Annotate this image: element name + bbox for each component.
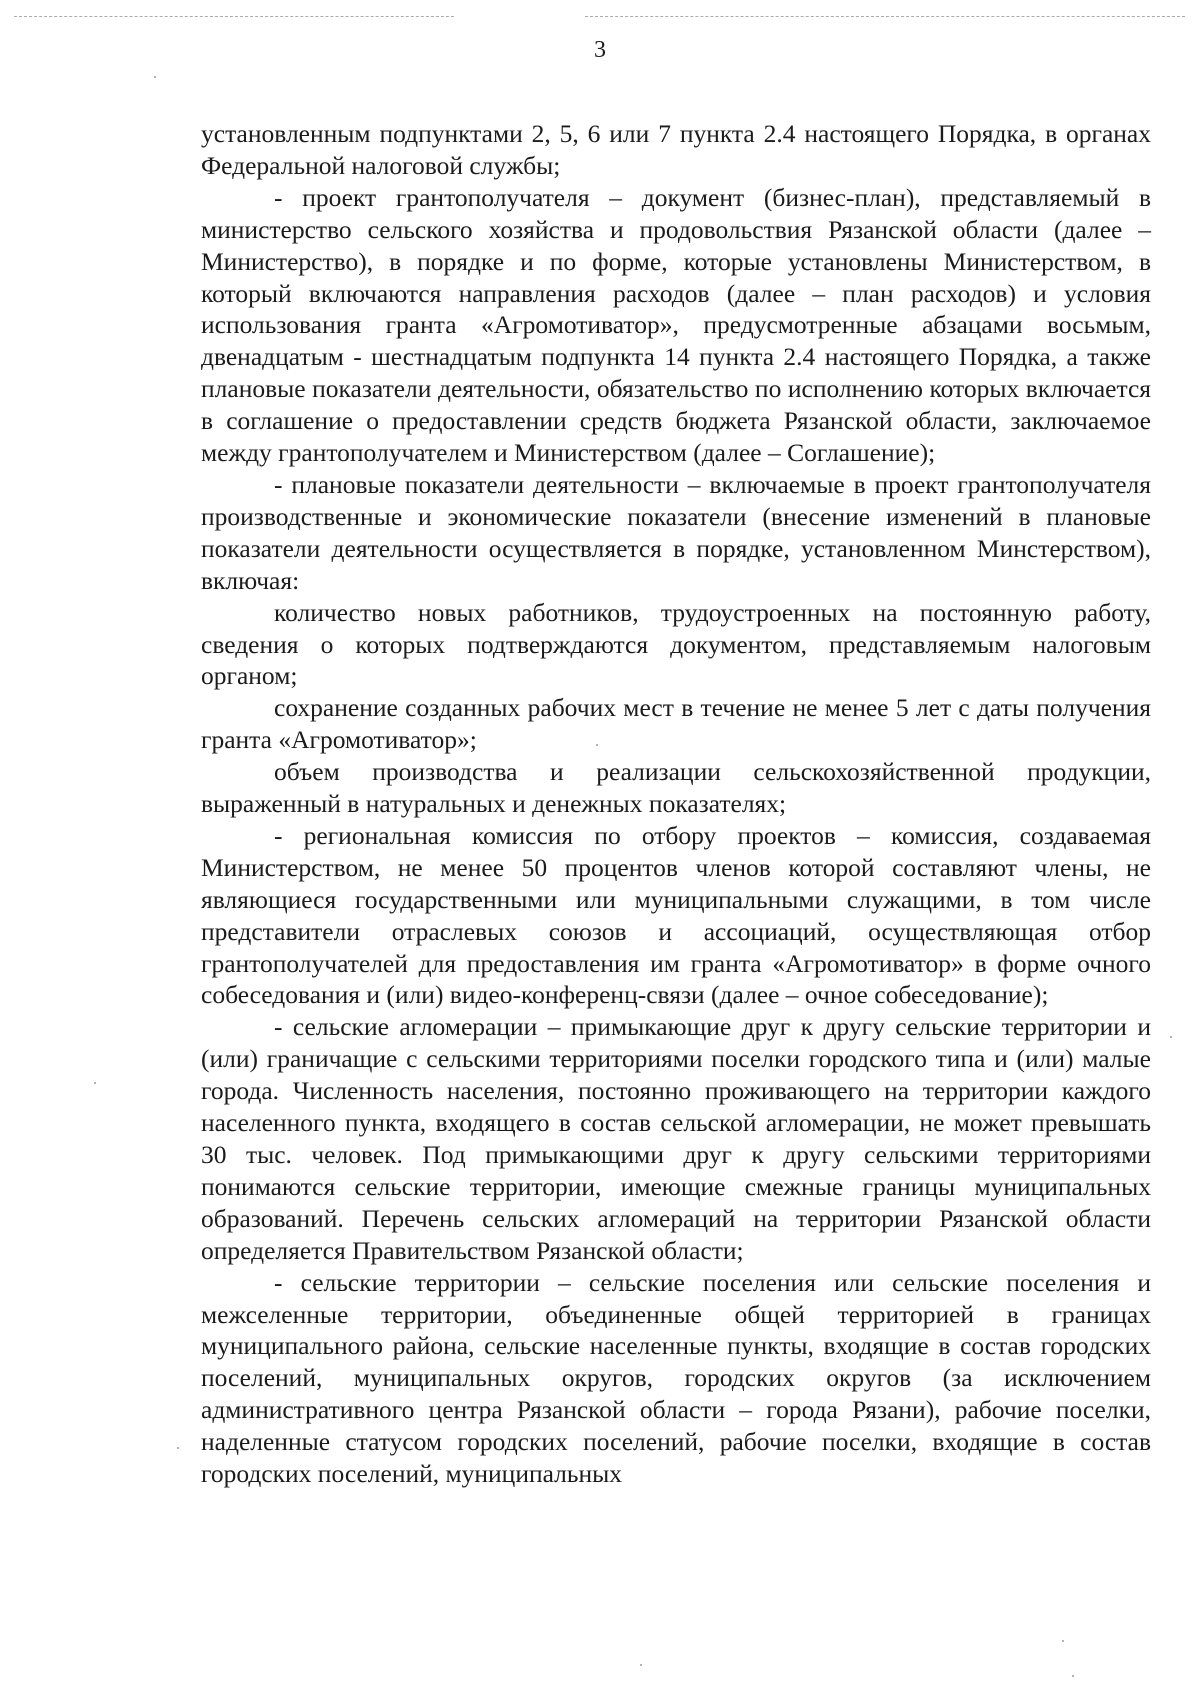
document-body — [201, 118, 1151, 1490]
page-number: 3 — [594, 37, 606, 63]
scan-speck — [1072, 1675, 1074, 1677]
scan-speck — [1062, 1640, 1064, 1642]
scan-edge-line-right — [585, 16, 1185, 17]
scan-speck — [94, 1082, 96, 1084]
scan-speck — [596, 744, 598, 746]
paragraph-rural-territories: - сельские территории – сельские поселения или сельские поселения и межселенные территории, объединенные общей территорией в границах муниципального района, сельские населенные пункты, входящие в состав городских поселений, муниципальных округов, городских округов (за исключением административного центра Рязанской области – города Рязани), рабочие поселки, наделенные статусом городских поселений, рабочие поселки, входящие в состав городских поселений, муниципальных — [201, 1267, 1151, 1489]
scan-speck — [1170, 1036, 1172, 1038]
paragraph-planned-indicators: - плановые показатели деятельности – включаемые в проект грантополучателя производственные и экономические показатели (внесение изменений в плановые показатели деятельности осуществляется в порядке, установленном Минстерством), включая: — [201, 469, 1151, 595]
paragraph-regional-commission: - региональная комиссия по отбору проектов – комиссия, создаваемая Министерством, не менее 50 процентов членов которой составляют члены, не являющиеся государственными или муниципальными служащими, в том числе представители отраслевых союзов и ассоциаций, осуществляющая отбор грантополучателей для предоставления им гранта «Агромотиватор» в форме очного собеседования и (или) видео-конференц-связи (далее – очное собеседование); — [201, 820, 1151, 1010]
scan-speck — [177, 1447, 179, 1449]
scan-speck — [154, 76, 156, 78]
scan-edge-line-left — [14, 16, 454, 17]
paragraph-production-volume: объем производства и реализации сельскохозяйственной продукции, выраженный в натуральных и денежных показателях; — [201, 757, 1151, 819]
paragraph-rural-agglomerations: - сельские агломерации – примыкающие друг к другу сельские территории и (или) граничащие с сельскими территориями поселки городского типа и (или) малые города. Численность населения, постоянно проживающего на территории каждого населенного пункта, входящего в состав сельской агломерации, не может превышать 30 тыс. человек. Под примыкающими друг к другу сельскими территориями понимаются сельские территории, имеющие смежные границы муниципальных образований. Перечень сельских агломераций на территории Рязанской области определяется Правительством Рязанской области; — [201, 1012, 1151, 1265]
paragraph-job-retention: сохранение созданных рабочих мест в течение не менее 5 лет с даты получения гранта «Агромотиватор»; — [201, 693, 1151, 755]
scan-speck — [640, 1664, 642, 1666]
paragraph-continuation: установленным подпунктами 2, 5, 6 или 7 пункта 2.4 настоящего Порядка, в органах Федеральной налоговой службы; — [201, 119, 1151, 180]
paragraph-grant-project: - проект грантополучателя – документ (бизнес-план), представляемый в министерство сельского хозяйства и продовольствия Рязанской области (далее – Министерство), в порядке и по форме, которые установлены Министерством, в который включаются направления расходов (далее – план расходов) и условия использования гранта «Агромотиватор», предусмотренные абзацами восьмым, двенадцатым - шестнадцатым подпункта 14 пункта 2.4 настоящего Порядка, а также плановые показатели деятельности, обязательство по исполнению которых включается в соглашение о предоставлении средств бюджета Рязанской области, заключаемое между грантополучателем и Министерством (далее – Соглашение); — [201, 182, 1151, 468]
paragraph-new-workers: количество новых работников, трудоустроенных на постоянную работу, сведения о которых подтверждаются документом, представляемым налоговым органом; — [201, 597, 1151, 691]
